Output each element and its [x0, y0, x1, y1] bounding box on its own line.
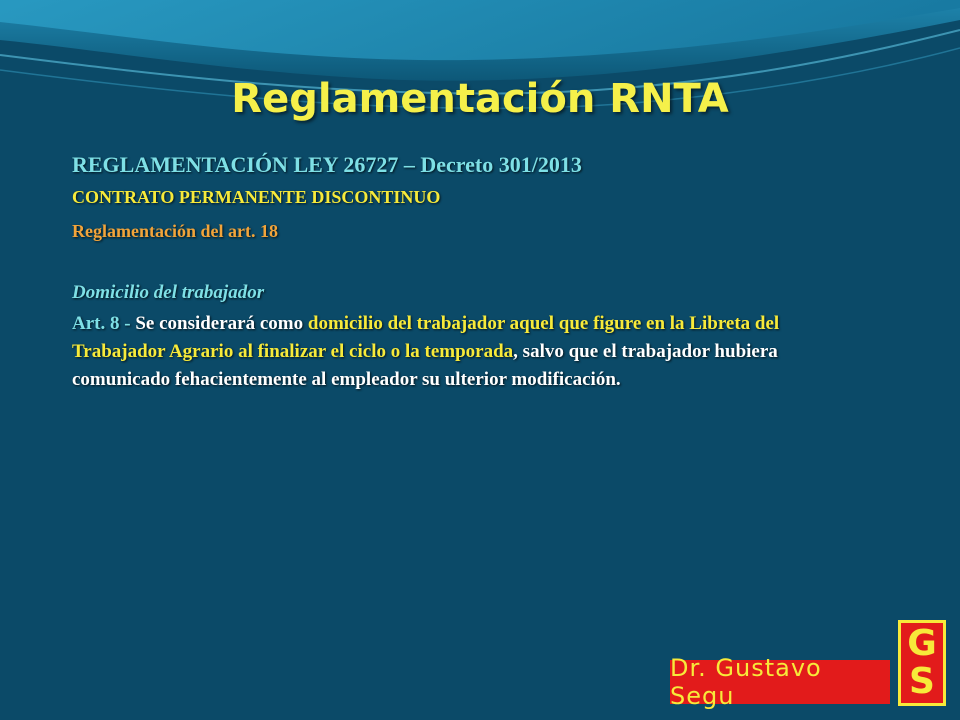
article-heading: Reglamentación del art. 18 [72, 221, 278, 241]
logo-letter-g: G [907, 623, 937, 664]
paragraph-text-end: , salvo que el trabajador hubiera comunicado fehacientemente al empleador su ulterior modificación. [72, 341, 778, 390]
section-subheading: Domicilio del trabajador [72, 282, 265, 303]
paragraph-text-intro: Se considerará como [135, 313, 308, 334]
slide-content [72, 148, 872, 394]
author-logo-name: Dr. Gustavo Segu [670, 660, 890, 704]
paragraph-text-highlight: domicilio del trabajador aquel que figure en la Libreta del Trabajador Agrario al finalizar el ciclo o la temporada [72, 313, 780, 362]
header-wave-decoration [0, 0, 960, 150]
slide-title: Reglamentación RNTA [231, 76, 729, 122]
law-heading: REGLAMENTACIÓN LEY 26727 – Decreto 301/2013 [72, 152, 582, 177]
contract-heading: CONTRATO PERMANENTE DISCONTINUO [72, 187, 441, 207]
article-paragraph [72, 310, 872, 394]
article-number: Art. 8 - [72, 313, 136, 334]
logo-letter-s: S [909, 661, 935, 702]
gs-logo [898, 620, 946, 706]
